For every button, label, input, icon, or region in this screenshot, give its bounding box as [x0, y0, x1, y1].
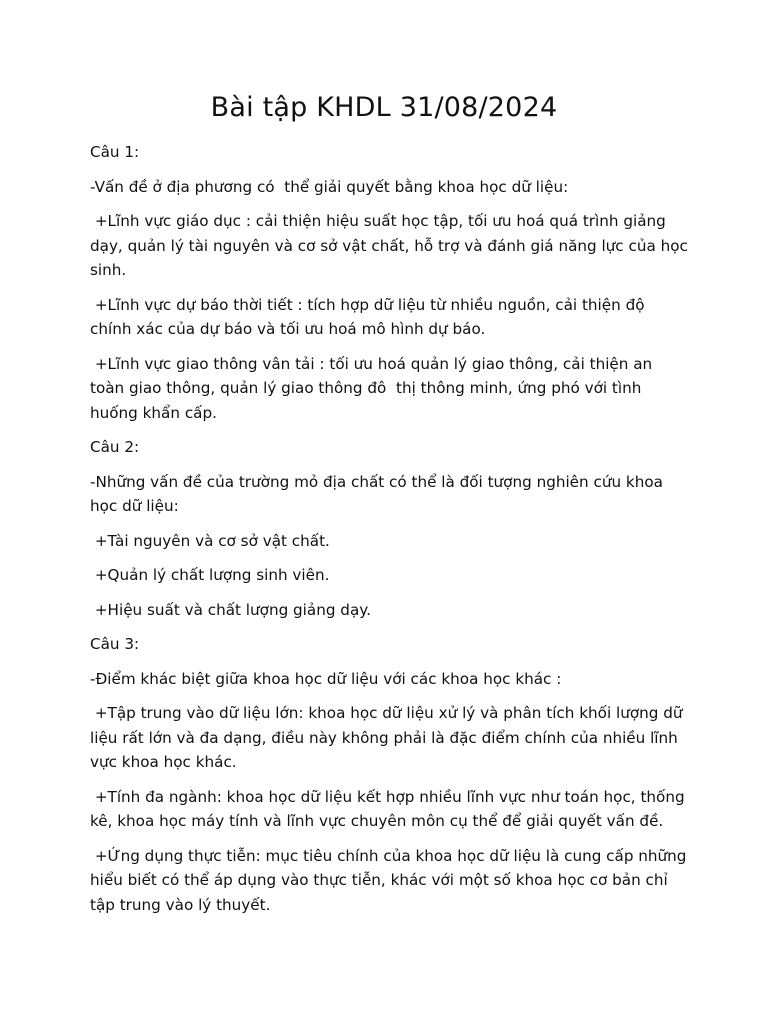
bullet-item: +Lĩnh vực giáo dục : cải thiện hiệu suất học tập, tối ưu hoá quá trình giảng dạy, quản lý tài nguyên và cơ sở vật chất, hỗ trợ và đánh giá năng lực của học sinh. [90, 212, 693, 279]
paragraph: -Vấn đề ở địa phương có thể giải quyết bằng khoa học dữ liệu: [90, 177, 569, 196]
question-heading: Câu 2: [90, 438, 140, 456]
bullet-item: +Quản lý chất lượng sinh viên. [90, 566, 330, 584]
question-heading: Câu 3: [90, 635, 140, 653]
bullet-item: +Tập trung vào dữ liệu lớn: khoa học dữ liệu xử lý và phân tích khối lượng dữ liệu rất lớn và đa dạng, điều này không phải là đặc điểm chính của nhiều lĩnh vực khoa học khác. [90, 704, 688, 771]
document-title: Bài tập KHDL 31/08/2024 [210, 92, 558, 123]
document-body [90, 140, 693, 927]
bullet-item: +Hiệu suất và chất lượng giảng dạy. [90, 600, 371, 619]
bullet-item: +Ứng dụng thực tiễn: mục tiêu chính của khoa học dữ liệu là cung cấp những hiểu biết có thể áp dụng vào thực tiễn, khác với một số khoa học cơ bản chỉ tập trung vào lý thuyết. [90, 846, 692, 914]
paragraph: -Điểm khác biệt giữa khoa học dữ liệu với các khoa học khác : [90, 669, 562, 688]
paragraph: -Những vấn đề của trường mỏ địa chất có thể là đối tượng nghiên cứu khoa học dữ liệu: [90, 472, 668, 515]
bullet-item: +Tài nguyên và cơ sở vật chất. [90, 531, 330, 550]
question-heading: Câu 1: [90, 143, 140, 161]
bullet-item: +Tính đa ngành: khoa học dữ liệu kết hợp nhiều lĩnh vực như toán học, thống kê, khoa học máy tính và lĩnh vực chuyên môn cụ thể để giải quyết vấn đề. [90, 787, 690, 830]
bullet-item: +Lĩnh vực dự báo thời tiết : tích hợp dữ liệu từ nhiều nguồn, cải thiện độ chính xác của dự báo và tối ưu hoá mô hình dự báo. [90, 295, 650, 338]
bullet-item: +Lĩnh vực giao thông vân tải : tối ưu hoá quản lý giao thông, cải thiện an toàn giao thông, quản lý giao thông đô thị thông minh, ứng phó với tình huống khẩn cấp. [90, 354, 657, 422]
